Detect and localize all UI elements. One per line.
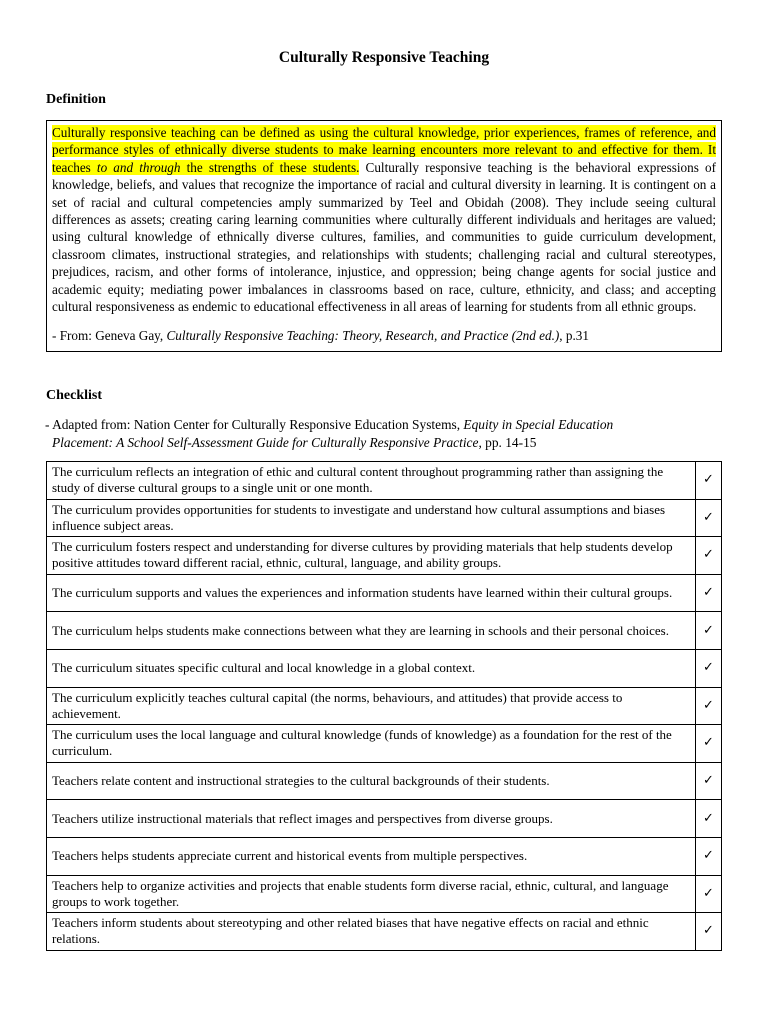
checklist-item-text: The curriculum uses the local language and cultural knowledge (funds of knowledge) as a foundation for the rest of the curriculum.	[47, 725, 696, 763]
definition-source	[52, 327, 716, 344]
checklist-item-text: The curriculum reflects an integration of ethic and cultural content throughout programming rather than assigning the study of diverse cultural groups to a single unit or one month.	[47, 462, 696, 500]
checklist-item-text: Teachers helps students appreciate current and historical events from multiple perspectives.	[47, 837, 696, 875]
checkmark-icon: ✓	[696, 913, 722, 951]
checklist-row	[47, 612, 722, 650]
checklist-source-line-1	[45, 416, 725, 434]
checkmark-icon: ✓	[696, 612, 722, 650]
adapted-title-1: Equity in Special Education	[463, 417, 614, 432]
checklist-item-text: Teachers utilize instructional materials that reflect images and perspectives from diverse groups.	[47, 800, 696, 838]
checklist-item-text: The curriculum situates specific cultural and local knowledge in a global context.	[47, 649, 696, 687]
adapted-prefix: - Adapted from: Nation Center for Culturally Responsive Education Systems,	[45, 417, 464, 432]
source-suffix: , p.31	[559, 328, 589, 344]
checklist-item-text: The curriculum explicitly teaches cultural capital (the norms, behaviours, and attitudes) that provide access to achievement.	[47, 687, 696, 725]
checklist-item-text: Teachers inform students about stereotyping and other related biases that have negative effects on racial and ethnic relations.	[47, 913, 696, 951]
highlighted-text-pre: Culturally responsive teaching can be defined as using the cultural knowledge, prior experiences, frames of reference, and performance styles of ethnically diverse students to make learning encounters more relevant to and effective for them. It teaches	[52, 125, 716, 175]
checklist-row	[47, 875, 722, 913]
adapted-title-2: Placement: A School Self-Assessment Guide for Culturally Responsive Practice	[52, 435, 479, 450]
checklist-row	[47, 537, 722, 575]
checklist-heading: Checklist	[46, 388, 102, 403]
checklist-row	[47, 725, 722, 763]
checkmark-icon: ✓	[696, 875, 722, 913]
checklist-row	[47, 913, 722, 951]
checklist-row	[47, 649, 722, 687]
checklist-item-text: The curriculum supports and values the experiences and information students have learned within their cultural groups.	[47, 574, 696, 612]
checklist-row	[47, 462, 722, 500]
checkmark-icon: ✓	[696, 537, 722, 575]
checklist-row	[47, 762, 722, 800]
checklist-row	[47, 499, 722, 537]
checklist-row	[47, 574, 722, 612]
checkmark-icon: ✓	[696, 837, 722, 875]
definition-heading: Definition	[46, 92, 106, 107]
checklist-table	[46, 461, 722, 951]
checkmark-icon: ✓	[696, 462, 722, 500]
checkmark-icon: ✓	[696, 574, 722, 612]
adapted-suffix: , pp. 14-15	[478, 435, 537, 450]
highlighted-text-post: the strengths of these students.	[180, 159, 360, 175]
checklist-source	[45, 416, 725, 452]
checklist-item-text: The curriculum fosters respect and understanding for diverse cultures by providing materials that help students develop positive attitudes toward different racial, ethnic, cultural, language, and ability groups.	[47, 537, 696, 575]
checkmark-icon: ✓	[696, 762, 722, 800]
checklist-item-text: The curriculum helps students make connections between what they are learning in schools and their personal choices.	[47, 612, 696, 650]
checkmark-icon: ✓	[696, 725, 722, 763]
source-title: Culturally Responsive Teaching: Theory, Research, and Practice (2nd ed.)	[166, 328, 560, 344]
checkmark-icon: ✓	[696, 499, 722, 537]
page-title: Culturally Responsive Teaching	[278, 49, 490, 66]
checkmark-icon: ✓	[696, 800, 722, 838]
highlighted-text-italic: to and through	[96, 159, 181, 175]
source-prefix: - From: Geneva Gay,	[52, 328, 167, 344]
checklist-row	[47, 837, 722, 875]
definition-body: Culturally responsive teaching is the behavioral expressions of knowledge, beliefs, and values that recognize the importance of racial and cultural diversity in learning. It is contingent on a set of racial and cultural competencies amply summarized by Teel and Obidah (2008). They include seeing cultural differences as assets; creating caring learning communities where culturally different individuals and heritages are valued; using cultural knowledge of ethnically diverse cultures, families, and communities to guide curriculum development, classroom climates, instructional strategies, and relationships with students; challenging racial and cultural stereotypes, prejudices, racism, and other forms of intolerance, injustice, and oppression; being change agents for social justice and academic equity; mediating power imbalances in classrooms based on race, culture, ethnicity, and class; and accepting cultural responsiveness as endemic to educational effectiveness in all areas of learning for students from all ethnic groups.	[52, 159, 716, 315]
checklist-row	[47, 800, 722, 838]
checklist-item-text: Teachers help to organize activities and projects that enable students form diverse racial, ethnic, cultural, and language groups to work together.	[47, 875, 696, 913]
definition-box	[46, 120, 722, 352]
checklist-item-text: The curriculum provides opportunities for students to investigate and understand how cultural assumptions and biases influence subject areas.	[47, 499, 696, 537]
checklist-source-line-2	[45, 434, 725, 452]
checkmark-icon: ✓	[696, 687, 722, 725]
checklist-item-text: Teachers relate content and instructional strategies to the cultural backgrounds of their students.	[47, 762, 696, 800]
checklist-row	[47, 687, 722, 725]
checkmark-icon: ✓	[696, 649, 722, 687]
